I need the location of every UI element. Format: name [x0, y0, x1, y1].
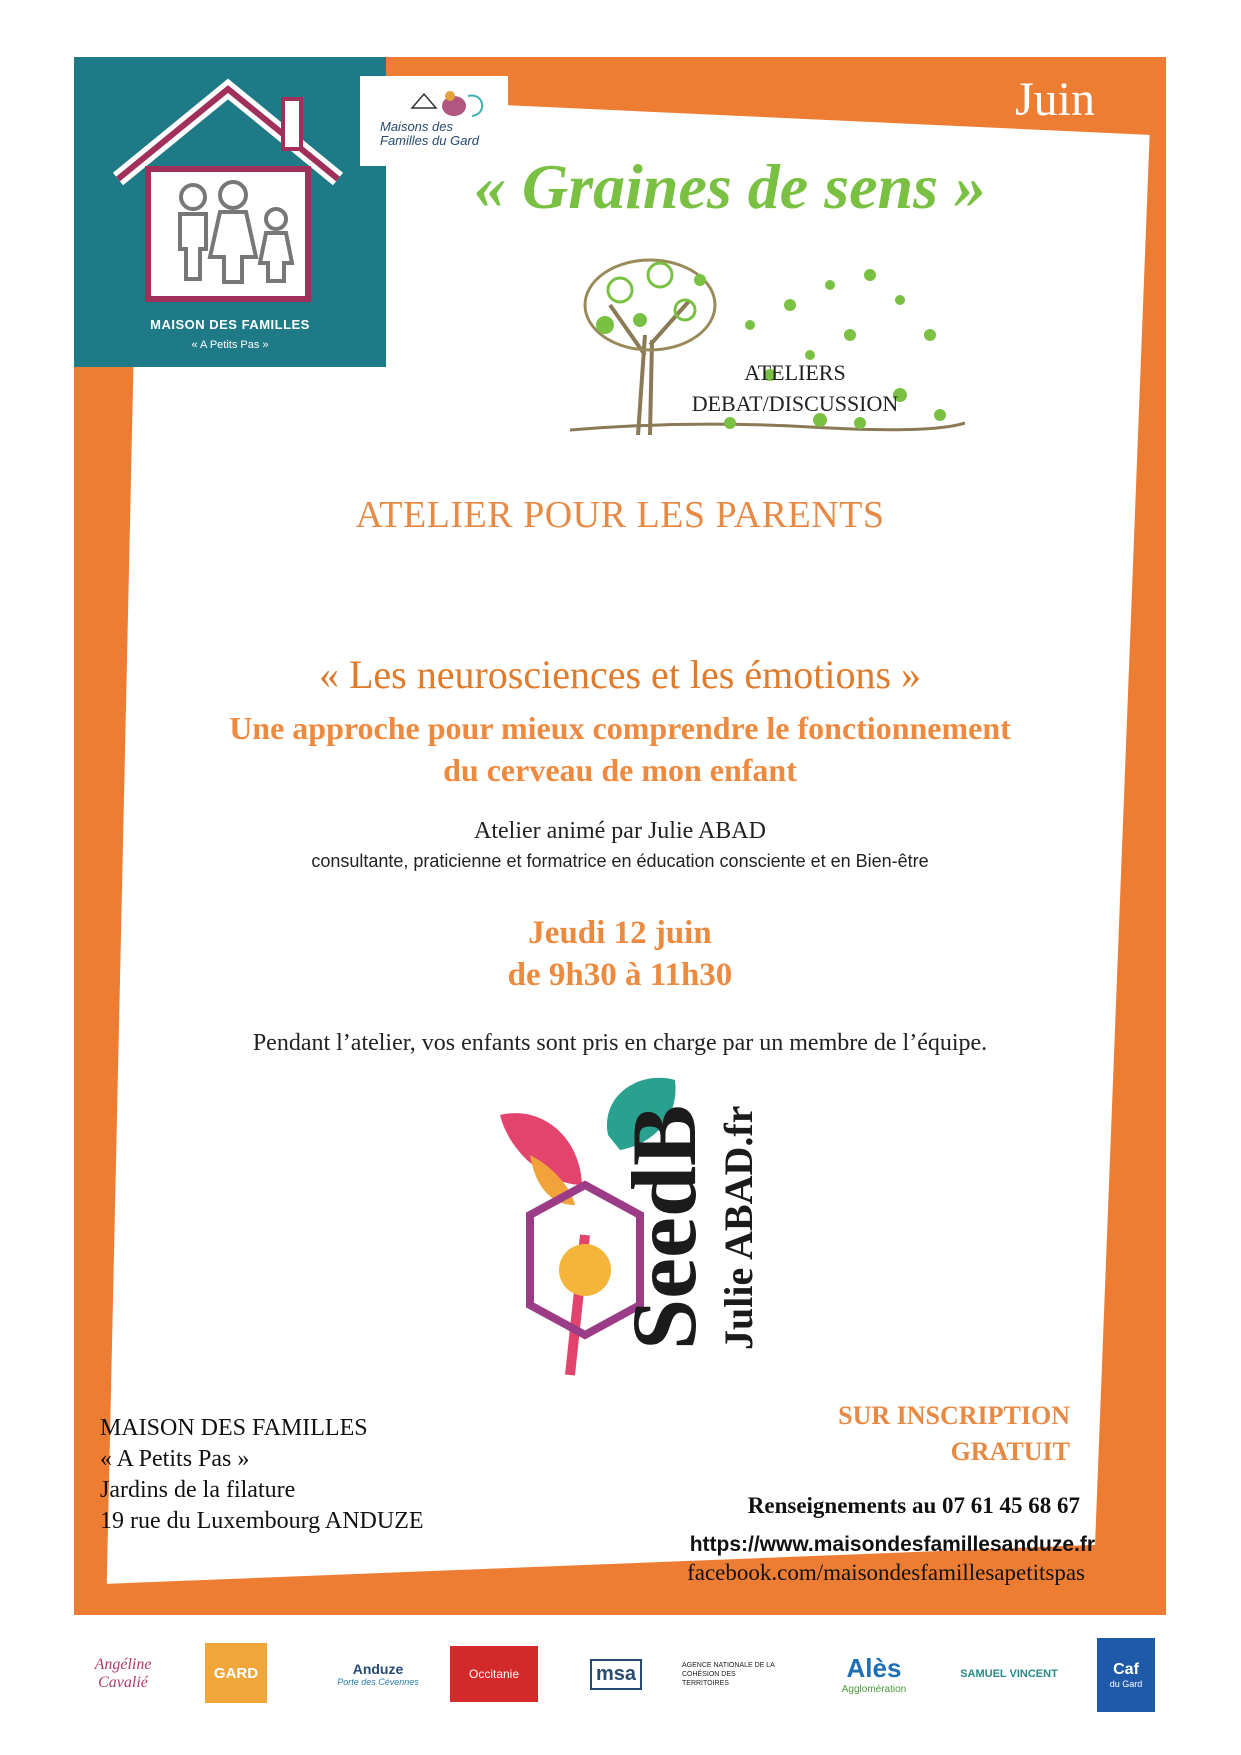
facebook-link[interactable]: facebook.com/maisondesfamillesapetitspas [687, 1560, 1085, 1585]
ateliers-caption [660, 357, 930, 419]
ateliers-line1: ATELIERS [744, 360, 846, 385]
address-line2: « A Petits Pas » [100, 1446, 250, 1472]
partner-anct-text: AGENCE NATIONALE DE LA COHÉSION DES TERRITOIRES [682, 1661, 775, 1687]
partner-caf-text: Caf [1113, 1661, 1139, 1678]
partner-caf-logo [1097, 1638, 1155, 1712]
gard-logo-line1: Maisons des [380, 119, 453, 134]
sun-icon [559, 1244, 611, 1296]
seedb-logo [490, 1075, 780, 1385]
date-day: Jeudi 12 juin [528, 915, 712, 951]
event-series-title: « Graines de sens » [473, 151, 987, 222]
partner-angeline-cavalie-logo [78, 1635, 168, 1713]
gratuit-label: GRATUIT [950, 1437, 1070, 1466]
mdf-logo-name: MAISON DES FAMILLES [150, 317, 310, 332]
website-link[interactable]: https://www.maisondesfamillesanduze.fr [689, 1533, 1095, 1556]
approach-line2: du cerveau de mon enfant [443, 752, 797, 788]
seedb-site: Julie ABAD.fr [716, 1105, 761, 1350]
partner-samuel-text: SAMUEL VINCENT [960, 1668, 1058, 1680]
partner-occitanie-logo [450, 1646, 538, 1702]
partner-angeline-text: Angéline Cavalié [94, 1656, 152, 1691]
month-label: Juin [1015, 73, 1096, 126]
approach-line1: Une approche pour mieux comprendre le fonctionnement [229, 710, 1011, 746]
partner-ales-sub: Agglomération [841, 1684, 907, 1695]
address-line3: Jardins de la filature [100, 1477, 296, 1503]
atelier-subject: « Les neurosciences et les émotions » [318, 652, 922, 697]
animator-line: Atelier animé par Julie ABAD [474, 818, 766, 844]
partner-samuel-vincent-logo [960, 1635, 1058, 1713]
house-icon [88, 69, 368, 309]
gard-logo-text [380, 120, 479, 148]
ateliers-line2: DEBAT/DISCUSSION [691, 391, 899, 416]
partner-anct-logo [682, 1635, 782, 1713]
partner-anduze-logo [328, 1635, 428, 1713]
childcare-note: Pendant l’atelier, vos enfants sont pris en charge par un membre de l’équipe. [252, 1030, 988, 1056]
atelier-approach [100, 707, 1140, 791]
address-line1: MAISON DES FAMILLES [100, 1415, 368, 1441]
event-date [100, 912, 1140, 996]
partner-gard-text: GARD [213, 1664, 259, 1682]
inscription-block [720, 1398, 1070, 1470]
gard-logo-line2: Familles du Gard [380, 133, 479, 148]
info-phone: Renseignements au 07 61 45 68 67 [747, 1493, 1080, 1518]
animator-role: consultante, praticienne et formatrice en éducation consciente et en Bien-être [311, 851, 929, 871]
address-line4: 19 rue du Luxembourg ANDUZE [100, 1508, 424, 1534]
atelier-heading: ATELIER POUR LES PARENTS [355, 494, 885, 536]
tree-illustration-icon [570, 245, 965, 450]
address-block [100, 1413, 424, 1537]
partner-ales-text: Alès [846, 1653, 902, 1683]
partner-msa-text: msa [590, 1659, 642, 1690]
partner-anduze-text: Anduze [352, 1661, 404, 1677]
partner-occitanie-text: Occitanie [468, 1667, 520, 1681]
partner-anduze-sub: Porte des Cévennes [337, 1677, 419, 1687]
seedb-name: SeedB [613, 1104, 715, 1350]
partner-msa-logo [580, 1635, 652, 1713]
mdf-logo-subname: « A Petits Pas » [191, 339, 269, 351]
date-time: de 9h30 à 11h30 [507, 957, 733, 993]
inscription-label: SUR INSCRIPTION [838, 1401, 1070, 1430]
partner-ales-logo [825, 1635, 923, 1713]
partner-caf-sub: du Gard [1109, 1679, 1143, 1689]
partner-gard-logo [205, 1643, 267, 1703]
maison-des-familles-logo [74, 57, 386, 367]
